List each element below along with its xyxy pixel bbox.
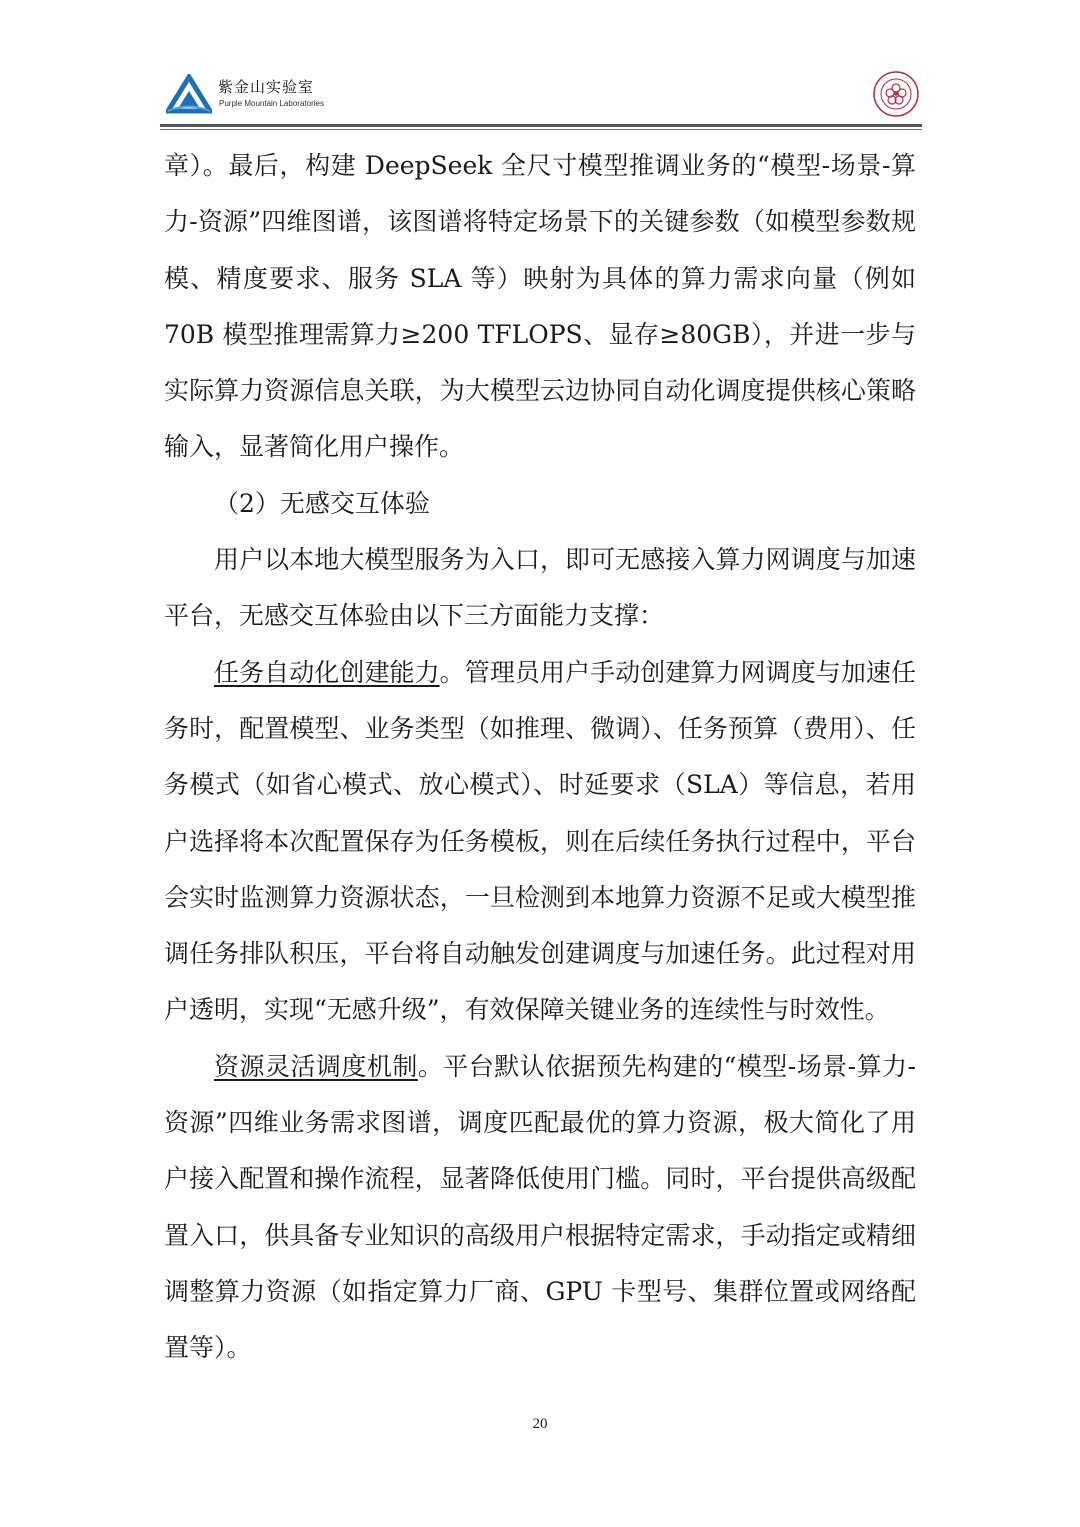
university-seal-icon — [872, 70, 920, 118]
header-rule — [160, 124, 922, 127]
paragraph-resource-scheduling — [164, 1039, 916, 1377]
paragraph-task-automation — [164, 645, 916, 1039]
header-rule-thin — [160, 129, 922, 130]
paragraph-resource-scheduling-text: 。平台默认依据预先构建的“模型-场景-算力-资源”四维业务需求图谱，调度匹配最优的算力资源，极大简化了用户接入配置和操作流程，显著降低使用门槛。同时，平台提供高级配置入口，供具备专业知识的高级用户根据特定需求，手动指定或精细调整算力资源（如指定算力厂商、GPU 卡型号、集群位置或网络配置等）。 — [164, 1051, 916, 1363]
logo-english-name: Purple Mountain Laboratories — [219, 99, 324, 108]
section-heading-seamless-interaction: （2）无感交互体验 — [214, 488, 430, 518]
term-resource-scheduling: 资源灵活调度机制 — [214, 1051, 418, 1081]
term-task-automation: 任务自动化创建能力 — [214, 657, 440, 687]
logo-chinese-name: 紫金山实验室 — [218, 78, 315, 96]
lab-logo-icon — [166, 74, 212, 114]
page-number: 20 — [532, 1416, 548, 1432]
paragraph-task-automation-text: 。管理员用户手动创建算力网调度与加速任务时，配置模型、业务类型（如推理、微调）、任务预算（费用）、任务模式（如省心模式、放心模式）、时延要求（SLA）等信息，若用户选择将本次配置保存为任务模板，则在后续任务执行过程中，平台会实时监测算力资源状态，一旦检测到本地算力资源不足或大模型推调任务排队积压，平台将自动触发创建调度与加速任务。此过程对用户透明，实现“无感升级”，有效保障关键业务的连续性与时效性。 — [164, 657, 916, 1025]
paragraph-graph-summary: 章）。最后，构建 DeepSeek 全尺寸模型推调业务的“模型-场景-算力-资源”四维图谱，该图谱将特定场景下的关键参数（如模型参数规模、精度要求、服务 SLA 等）映射为具体的算力需求向量（例如 70B 模型推理需算力≥200 TFLOPS、显存≥80GB），并进一步与实际算力资源信息关联，为大模型云边协同自动化调度提供核心策略输入，显著简化用户操作。 — [164, 151, 916, 462]
document-body — [164, 138, 916, 1377]
lab-logo — [166, 74, 326, 116]
paragraph-seamless-intro: 用户以本地大模型服务为入口，即可无感接入算力网调度与加速平台，无感交互体验由以下三方面能力支撑： — [164, 545, 916, 631]
page-header — [160, 66, 920, 122]
